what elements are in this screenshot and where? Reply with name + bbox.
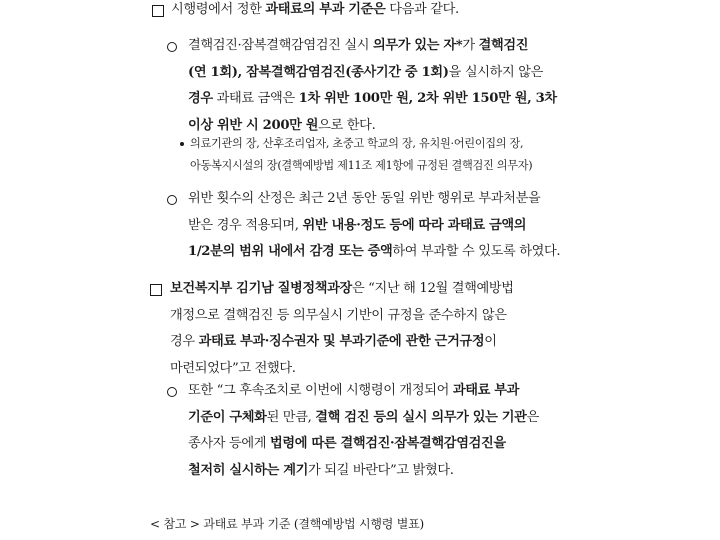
- reference-label: < 참고 > 과태료 부과 기준 (결핵예방법 시행령 별표): [150, 517, 425, 531]
- footnote-line-1: 의료기관의 장, 산후조리업자, 초중고 학교의 장, 유치원·어린이집의 장,: [190, 137, 524, 150]
- quote-paragraph: 또한 “그 후속조치로 이번에 시행령이 개정되어 과태료 부과 기준이 구체화된 만큼, 결핵 검진 등의 실시 의무가 있는 기관은 종사자 등에게 법령에 따른 결핵검진·잠복결핵감염검진을 철저히 실시하는 계기가 되길 바란다”고 밝혔다.: [188, 383, 539, 478]
- section-box-bullet: [152, 5, 164, 17]
- circle-bullet: [167, 42, 177, 52]
- violation-count-paragraph: 위반 횟수의 산정은 최근 2년 동안 동일 위반 행위로 부과처분을 받은 경우 적용되며, 위반 내용·정도 등에 따라 과태료 금액의 1/2분의 범위 내에서 감경 또는 증액하여 부과할 수 있도록 하였다.: [188, 191, 561, 259]
- footnote-dot: [180, 142, 184, 146]
- section2-intro: 보건복지부 김기남 질병정책과장은 “지난 해 12월 결핵예방법 개정으로 결핵검진 등 의무실시 기반이 규정을 준수하지 않은 경우 과태료 부과·징수권자 및 부과기준에 관한 근거규정이 마련되었다”고 전했다.: [170, 281, 514, 376]
- footnote: [190, 133, 532, 177]
- footnote-line-2: 아동복지시설의 장(결핵예방법 제11조 제1항에 규정된 결핵검진 의무자): [190, 159, 533, 172]
- section-box-bullet: [150, 284, 162, 296]
- penalty-amount-paragraph: 결핵검진·잠복결핵감염검진 실시 의무가 있는 자*가 결핵검진 (연 1회), 잠복결핵감염검진(종사기간 중 1회)을 실시하지 않은 경우 과태료 금액은 1차 위반 100만 원, 2차 위반 150만 원, 3차 이상 위반 시 200만 원으로 한다.: [188, 38, 557, 133]
- circle-bullet: [167, 195, 177, 205]
- circle-bullet: [167, 387, 177, 397]
- section1-intro: 시행령에서 정한 과태료의 부과 기준은 다음과 같다.: [171, 2, 459, 17]
